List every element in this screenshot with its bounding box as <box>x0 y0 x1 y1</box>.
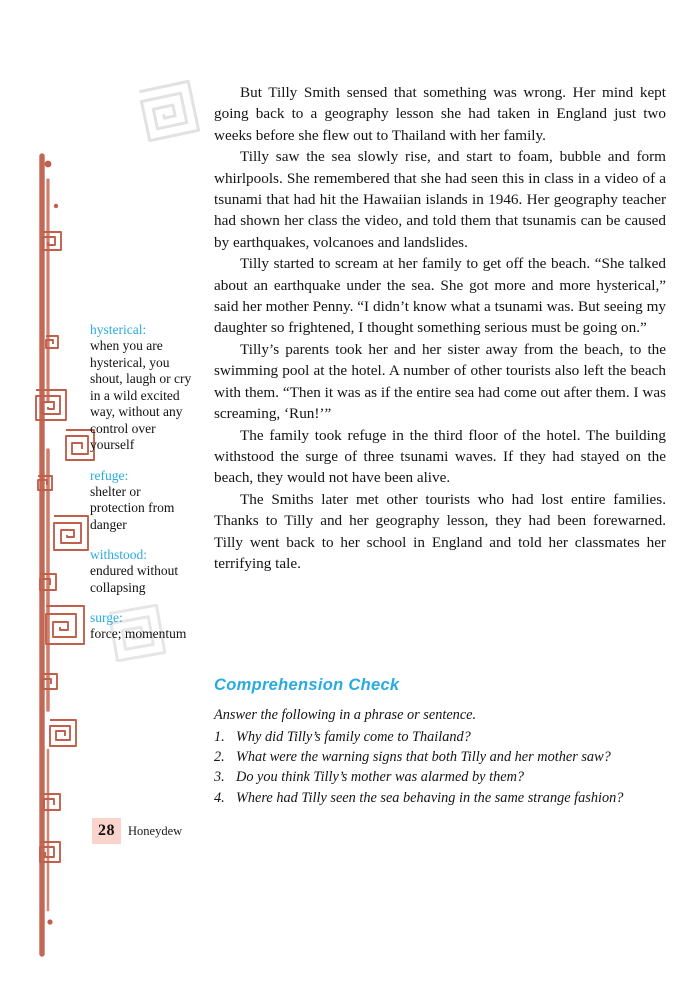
paragraph: But Tilly Smith sensed that something was wrong. Her mind kept going back to a geography lesson she had taken in England just two weeks before she flew out to Thailand with her family. <box>214 84 666 144</box>
glossary-entry <box>90 468 194 534</box>
glossary-definition: shelter or protection from danger <box>90 483 175 532</box>
question-number: 1. <box>214 729 225 745</box>
glossary-term: refuge: <box>90 467 129 483</box>
question-list <box>214 728 674 808</box>
paragraph: The Smiths later met other tourists who had lost entire families. Thanks to Tilly and her geography lesson, they had been forewarned. Tilly went back to her school in England and told her classmates her terrifying tale. <box>214 490 666 572</box>
question-item <box>214 748 674 767</box>
paragraph: Tilly saw the sea slowly rise, and start to foam, bubble and form whirlpools. She remembered that she had seen this in class in a video of a tsunami that had hit the Hawaiian islands in 1946. Her geography teacher had shown her class the video, and told them that tsunamis can be caused by earthquakes, volcanoes and landslides. <box>214 148 666 251</box>
question-text: What were the warning signs that both Tilly and her mother saw? <box>236 749 611 766</box>
question-text: Why did Tilly’s family come to Thailand? <box>236 729 471 745</box>
question-number: 3. <box>214 769 225 786</box>
glossary-definition: when you are hysterical, you shout, laugh or cry in a wild excited way, without any control over yourself <box>90 338 192 452</box>
question-item <box>214 789 674 808</box>
comprehension-instruction: Answer the following in a phrase or sentence. <box>214 707 477 723</box>
question-number: 2. <box>214 749 225 766</box>
question-text: Do you think Tilly’s mother was alarmed by them? <box>236 769 525 786</box>
glossary-definition: force; momentum <box>90 626 187 641</box>
page-number: 28 <box>92 818 121 844</box>
comprehension-check-heading: Comprehension Check <box>214 676 400 694</box>
glossary-sidebar <box>90 322 194 657</box>
glossary-entry <box>90 547 194 596</box>
body-text-column <box>214 82 666 574</box>
glossary-entry <box>90 610 194 643</box>
book-name: Honeydew <box>128 823 183 838</box>
paragraph: Tilly’s parents took her and her sister away from the beach, to the swimming pool at the hotel. A number of other tourists also left the beach with them. “Then it was as if the entire sea had come out after them. I was screaming, ‘Run!’” <box>214 340 666 423</box>
question-text: Where had Tilly seen the sea behaving in the same strange fashion? <box>236 789 624 806</box>
question-item <box>214 768 674 787</box>
paragraph: The family took refuge in the third floor of the hotel. The building withstood the surge of three tsunami waves. If they had stayed on the beach, they would not have been alive. <box>214 426 666 487</box>
question-item <box>214 728 674 747</box>
glossary-term: hysterical: <box>90 322 147 337</box>
question-number: 4. <box>214 789 225 806</box>
spiral-watermark <box>138 80 200 142</box>
comprehension-check-section <box>214 676 674 809</box>
glossary-term: surge: <box>90 610 123 625</box>
page-footer <box>92 818 182 844</box>
glossary-definition: endured without collapsing <box>90 563 179 595</box>
glossary-entry <box>90 322 194 454</box>
paragraph: Tilly started to scream at her family to get off the beach. “She talked about an earthquake under the sea. She got more and more hysterical,” said her mother Penny. “I didn’t know what a tsunami was. But seeing my daughter so frightened, I thought something serious must be going on.” <box>214 255 666 337</box>
glossary-term: withstood: <box>90 547 148 562</box>
